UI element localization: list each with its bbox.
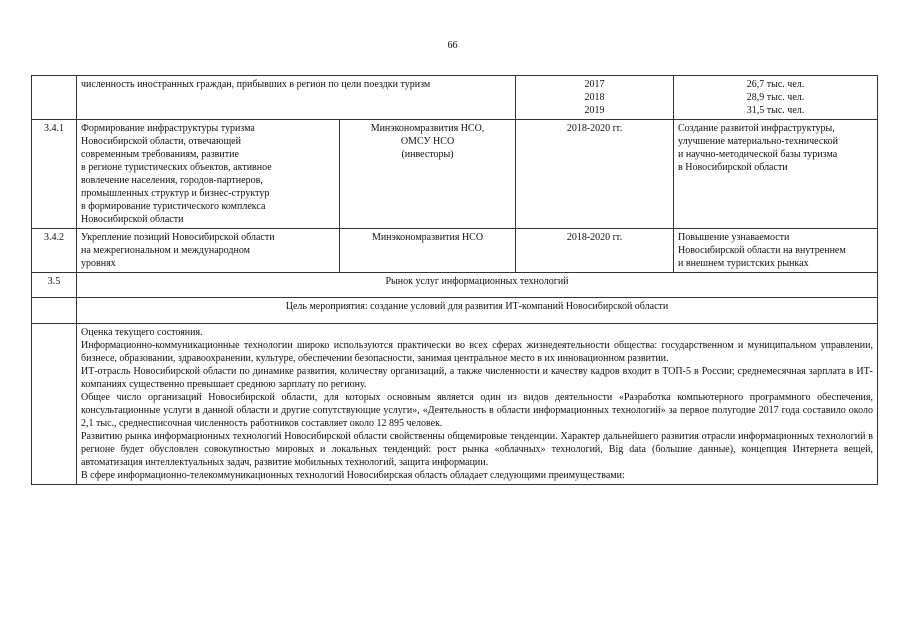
table-row-goal: [32, 298, 878, 324]
responsible-line: Минэкономразвития НСО,: [370, 123, 485, 134]
indicator-value: 31,5 тыс. чел.: [746, 105, 805, 116]
row-number-cell: [32, 76, 77, 120]
activity-cell: [77, 229, 340, 273]
activity-line: Новосибирской области: [81, 214, 184, 225]
table-row-3-5: [32, 273, 878, 298]
responsible-cell: [340, 229, 516, 273]
assessment-heading: Оценка текущего состояния.: [81, 327, 203, 338]
result-cell: [674, 120, 878, 229]
result-line: и внешнем туристских рынках: [678, 258, 809, 269]
row-number-cell: [32, 324, 77, 485]
indicator-value: 28,9 тыс. чел.: [746, 92, 805, 103]
year-value: 2018: [584, 92, 605, 103]
table-row-3-4-1: [32, 120, 878, 229]
row-number-cell: 3.5: [32, 273, 77, 298]
page-number: 66: [447, 40, 458, 51]
responsible-cell: [340, 120, 516, 229]
result-line: Новосибирской области на внутреннем: [678, 245, 846, 256]
assessment-paragraph: Общее число организаций Новосибирской области, для которых основным является один из видов деятельности «Разработка компьютерного программного обеспечения, консультационные услуги в данной области и другие сопутствующие услуги», «Деятельность в области информационных технологий» за первое полугодие 2017 года составило около 2,1 тыс., среднесписочная численность работников составляет около 12 895 человек.: [81, 392, 874, 429]
activity-line: Укрепление позиций Новосибирской области: [81, 232, 275, 243]
assessment-paragraph: В сфере информационно-телекоммуникационных технологий Новосибирская область обладает следующими преимуществами:: [81, 470, 625, 481]
activity-line: на межрегиональном и международном: [81, 245, 250, 256]
year-value: 2017: [584, 79, 605, 90]
indicator-text-cell: [77, 76, 516, 120]
indicator-values-cell: [674, 76, 878, 120]
activity-line: современным требованиям, развитие: [81, 149, 239, 160]
row-number-cell: 3.4.1: [32, 120, 77, 229]
activity-line: Формирование инфраструктуры туризма: [81, 123, 255, 134]
assessment-paragraph: ИТ-отрасль Новосибирской области по динамике развития, количеству организаций, а также численности и качеству кадров входит в ТОП-5 в России; среднемесячная зарплата в ИТ-компаниях существенно превышает среднюю зарплату по региону.: [81, 366, 874, 390]
indicator-text: численность иностранных граждан, прибывших в регион по цели поездки туризм: [81, 79, 431, 90]
result-cell: [674, 229, 878, 273]
year-value: 2019: [584, 105, 605, 116]
assessment-paragraph: Информационно-коммуникационные технологии широко используются практически во всех сферах жизнедеятельности общества: государственном и муниципальном управлении, бизнесе, образовании, здравоохранении, культуре, обеспечении безопасности, занимая центральное место в их инновационном развитии.: [81, 340, 874, 364]
activity-line: уровнях: [81, 258, 116, 269]
responsible-line: ОМСУ НСО: [400, 136, 455, 147]
measures-table: [31, 75, 878, 485]
activity-line: в формирование туристического комплекса: [81, 201, 266, 212]
goal-text: Цель мероприятия: создание условий для развития ИТ-компаний Новосибирской области: [77, 298, 878, 324]
period-cell: 2018-2020 гг.: [516, 229, 674, 273]
activity-cell: [77, 120, 340, 229]
result-line: и научно-методической базы туризма: [678, 149, 838, 160]
result-line: улучшение материально-технической: [678, 136, 838, 147]
result-line: Повышение узнаваемости: [678, 232, 790, 243]
activity-line: Новосибирской области, отвечающей: [81, 136, 241, 147]
activity-line: в регионе туристических объектов, активное: [81, 162, 272, 173]
result-line: Создание развитой инфраструктуры,: [678, 123, 835, 134]
responsible-line: (инвесторы): [401, 149, 454, 160]
result-line: в Новосибирской области: [678, 162, 788, 173]
assessment-cell: [77, 324, 878, 485]
indicator-value: 26,7 тыс. чел.: [746, 79, 805, 90]
activity-line: вовлечение населения, городов-партнеров,: [81, 175, 263, 186]
row-number-cell: 3.4.2: [32, 229, 77, 273]
activity-line: промышленных структур и бизнес-структур: [81, 188, 270, 199]
table-row-3-4-2: [32, 229, 878, 273]
table-row-continuation: [32, 76, 878, 120]
responsible-line: Минэкономразвития НСО: [371, 232, 484, 243]
row-number-cell: [32, 298, 77, 324]
section-title: Рынок услуг информационных технологий: [77, 273, 878, 298]
period-cell: 2018-2020 гг.: [516, 120, 674, 229]
years-cell: [516, 76, 674, 120]
assessment-paragraph: Развитию рынка информационных технологий Новосибирской области свойственны общемировые тенденции. Характер дальнейшего развития отрасли информационных технологий в регионе будет обусловлен совокупностью мировых и локальных тенденций: рост рынка «облачных» технологий, Big data (большие данные), концепция Интернета вещей, автоматизация интеллектуальных задач, развитие мобильных технологий, защита информации.: [81, 431, 874, 468]
table-row-assessment: [32, 324, 878, 485]
